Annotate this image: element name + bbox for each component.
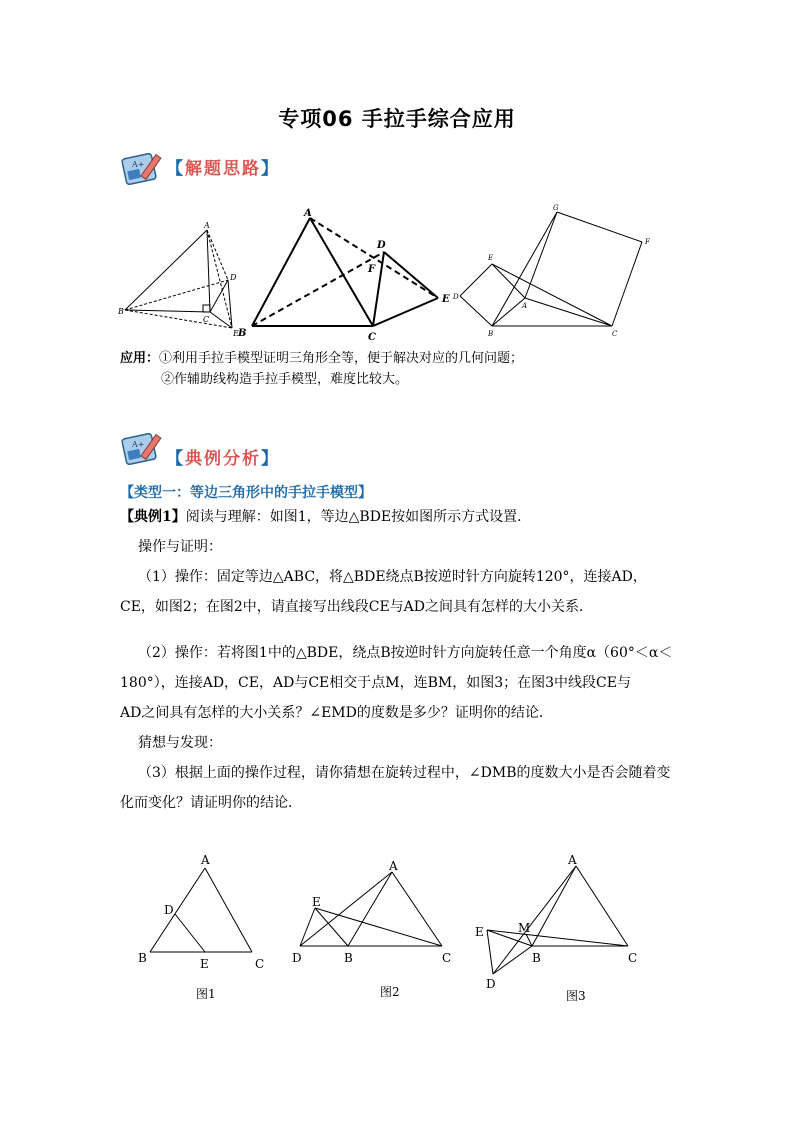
svg-text:A: A <box>568 853 577 867</box>
svg-text:E: E <box>442 294 450 305</box>
figure-3 <box>487 866 628 974</box>
svg-text:A: A <box>522 302 528 310</box>
svg-text:G: G <box>553 204 559 212</box>
svg-text:A: A <box>304 208 312 219</box>
svg-text:图1: 图1 <box>196 987 216 1001</box>
top-figures <box>110 200 690 350</box>
svg-text:A: A <box>204 221 210 230</box>
svg-text:图2: 图2 <box>380 985 400 999</box>
svg-text:A+: A+ <box>132 440 145 449</box>
svg-text:C: C <box>255 957 265 971</box>
figure-a <box>125 230 232 328</box>
svg-text:A+: A+ <box>132 160 145 169</box>
section-label: 【典例分析】 <box>166 449 280 469</box>
pencil-badge-icon <box>120 430 166 470</box>
page-title: 专项06 手拉手综合应用 <box>278 107 516 131</box>
svg-text:D: D <box>230 273 237 282</box>
svg-text:F: F <box>368 264 376 275</box>
svg-text:D: D <box>486 977 496 991</box>
svg-text:图3: 图3 <box>566 989 586 1003</box>
svg-text:E: E <box>475 925 484 939</box>
svg-text:C: C <box>442 951 452 965</box>
example-text: 【典例1】阅读与理解：如图1，等边△BDE按如图所示方式设置． 操作与证明： （1）操作：固定等边△ABC，将△BDE绕点B按逆时针方向旋转120°，连接AD， CE，如图2；在图2中，请直接写出线段CE与AD之间具有怎样的大小关系． （2）操作：若将图1中的△BDE，绕点B按逆时针方向旋转任意一个角度α（60°＜α＜ 180°），连接AD，CE，AD与CE相交于点M，连BM，如图3；在图3中线段CE与 AD之间具有怎样的大小关系？∠EMD的度数是多少？证明你的结论． 猜想与发现： （3）根据上面的操作过程，请你猜想在旋转过程中，∠DMB的度数大小是否会随着变 化而变化？请证明你的结论． <box>120 509 673 811</box>
svg-text:A: A <box>389 859 398 873</box>
svg-text:E: E <box>200 957 209 971</box>
svg-text:B: B <box>532 951 541 965</box>
svg-text:B: B <box>344 951 353 965</box>
figure-c <box>460 212 642 326</box>
svg-text:E: E <box>312 895 321 909</box>
svg-text:E: E <box>233 329 239 338</box>
svg-text:D: D <box>453 293 459 301</box>
svg-text:B: B <box>138 951 147 965</box>
svg-text:C: C <box>368 332 376 343</box>
svg-text:B: B <box>118 307 124 316</box>
svg-text:E: E <box>488 254 494 262</box>
figure-b <box>252 218 438 326</box>
svg-text:C: C <box>203 315 210 324</box>
application-notes: 应用：①利用手拉手模型证明三角形全等，便于解决对应的几何问题； ②作辅助线构造手拉手模型，难度比较大。 <box>120 351 524 387</box>
bottom-figures <box>130 850 670 1010</box>
figure-2 <box>300 872 442 946</box>
svg-text:D: D <box>377 240 386 251</box>
section-label: 【解题思路】 <box>166 159 280 179</box>
svg-text:B: B <box>238 328 247 339</box>
svg-text:C: C <box>612 330 618 338</box>
svg-text:A: A <box>201 853 210 867</box>
svg-text:D: D <box>164 903 174 917</box>
svg-text:C: C <box>628 951 638 965</box>
type-heading: 【类型一：等边三角形中的手拉手模型】 <box>120 485 372 501</box>
svg-text:B: B <box>488 330 494 338</box>
pencil-badge-icon <box>120 150 166 190</box>
svg-text:D: D <box>292 951 302 965</box>
svg-text:F: F <box>645 238 650 246</box>
svg-text:M: M <box>518 921 531 935</box>
